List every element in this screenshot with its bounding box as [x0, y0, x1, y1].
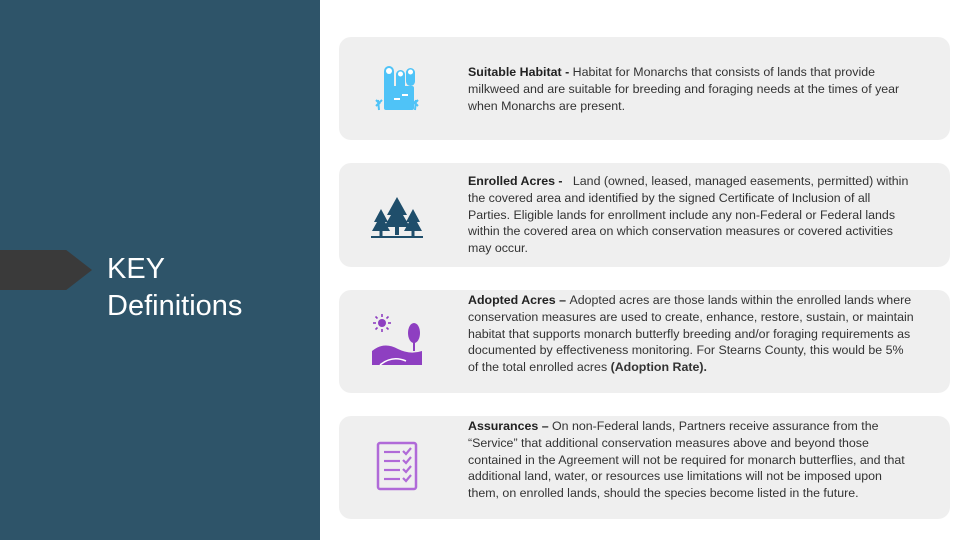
definition-term: Suitable Habitat -: [468, 65, 573, 79]
definition-card-assurances: [339, 416, 950, 519]
definition-card-suitable-habitat: [339, 37, 950, 140]
title-line-1: KEY: [107, 253, 166, 285]
adoption-rate-label: (Adoption Rate).: [610, 360, 707, 375]
landscape-icon: [369, 312, 425, 368]
definition-body: Adopted acres are those lands within the enrolled lands where conservation measures are used to create, enhance, restore, sustain, or maintain habitat that supports monarch butterfly breeding and/or foraging requirements as documented by effectiveness monitoring. For Stearns County, this would be 5% of the total enrolled acres: [468, 293, 914, 375]
definition-term: Enrolled Acres -: [468, 174, 567, 188]
definition-card-adopted-acres: [339, 290, 950, 393]
checklist-icon: [369, 438, 425, 494]
habitat-icon: [369, 59, 425, 115]
definition-body: Habitat for Monarchs that consists of lands that provide milkweed and are suitable for breeding and foraging needs at the times of year when Monarchs are present.: [468, 65, 900, 113]
definition-body: On non-Federal lands, Partners receive assurance from the “Service” that additional conservation measures above and beyond those contained in the Agreement will not be required for monarch butterflies, and that additional land, water, or resources use limitations will not be imposed upon them, on enrolled lands, should the species become listed in the future.: [468, 419, 905, 501]
trees-icon: [369, 189, 425, 245]
definition-text: [468, 292, 914, 376]
slide-title: [107, 251, 242, 325]
definition-text: [468, 173, 914, 257]
definition-term: Assurances –: [468, 419, 553, 433]
definition-text: [468, 64, 914, 114]
definition-body: Land (owned, leased, managed easements, permitted) within the covered area and identified by the signed Certificate of Inclusion of all Parties. Eligible lands for enrollment include any non-Federal or Federal lands within the covered area on which conservation measures or covered activities may occur.: [468, 174, 912, 256]
definition-text: [468, 418, 914, 502]
title-line-2: Definitions: [107, 290, 243, 322]
definition-term: Adopted Acres –: [468, 293, 570, 307]
definition-card-enrolled-acres: [339, 163, 950, 267]
